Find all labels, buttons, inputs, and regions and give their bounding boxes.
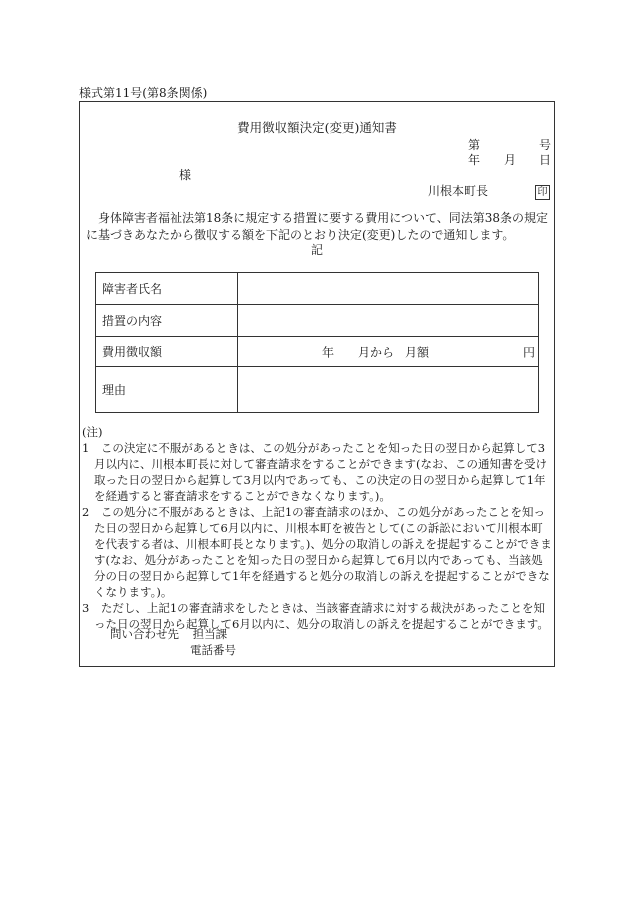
fee-month-from: 月から: [358, 345, 395, 359]
notice-body: 身体障害者福祉法第18条に規定する措置に要する費用について、同法第38条の規定に基づきあなたから徴収する額を下記のとおり決定(変更)したので通知します。: [86, 211, 549, 242]
fee-value: [238, 337, 539, 367]
measure-value: [238, 305, 539, 337]
details-table: [95, 272, 539, 413]
fee-yen: 円: [523, 345, 536, 359]
reason-value: [238, 367, 539, 413]
fee-year: 年: [322, 345, 335, 359]
date-day: 日: [539, 153, 552, 167]
note-item: 1 この決定に不服があるときは、この処分があったことを知った日の翌日から起算して3月以内に、川根本町長に対して審査請求をすることができます(なお、この通知書を受け取った日の翌日から起算して3月以内であっても、この決定の日の翌日から起算して1年を経過すると審査請求をすることができなくなります。)。: [82, 441, 547, 503]
document-title: 費用徴収額決定(変更)通知書: [237, 120, 397, 135]
issuer: 川根本町長: [428, 184, 489, 198]
table-row: [96, 337, 539, 367]
addressee-suffix: 様: [179, 168, 192, 182]
contact-label: 問い合わせ先: [110, 627, 179, 641]
name-label: 障害者氏名: [96, 273, 238, 305]
contact-line: [110, 626, 227, 642]
number-suffix: 号: [539, 138, 552, 152]
seal-label: 印: [535, 185, 550, 200]
contact-phone: 電話番号: [190, 643, 236, 657]
note-item: 2 この処分に不服があるときは、上記1の審査請求のほか、この処分があったことを知った日の翌日から起算して6月以内に、川根本町を被告として(この訴訟において川根本町を代表する者は、川根本町長となります。)、処分の取消しの訴えを提起することができます(なお、処分があったことを知った日の翌日から起算して6月以内であっても、当該処分の日の翌日から起算して1年を経過すると処分の取消しの訴えを提起することができなくなります。)。: [82, 505, 552, 599]
number-prefix: 第: [468, 138, 481, 152]
contact-department: 担当課: [192, 627, 228, 641]
notes-heading: (注): [82, 425, 103, 439]
notice-frame: [79, 101, 555, 667]
note-item: 3 ただし、上記1の審査請求をしたときは、当該審査請求に対する裁決があったことを知った日の翌日から起算して6月以内に、処分の取消しの訴えを提起することができます。: [82, 601, 549, 631]
fee-monthly: 月額: [405, 345, 430, 359]
form-number: 様式第11号(第8条関係): [79, 86, 208, 100]
table-row: [96, 273, 539, 305]
date-month: 月: [504, 153, 517, 167]
fee-label: 費用徴収額: [96, 337, 238, 367]
measure-label: 措置の内容: [96, 305, 238, 337]
table-row: [96, 305, 539, 337]
name-value: [238, 273, 539, 305]
reason-label: 理由: [96, 367, 238, 413]
table-row: [96, 367, 539, 413]
record-label: 記: [310, 243, 323, 257]
notes-section: [82, 424, 552, 632]
seal-mark: [533, 180, 550, 200]
date-year: 年: [468, 153, 481, 167]
